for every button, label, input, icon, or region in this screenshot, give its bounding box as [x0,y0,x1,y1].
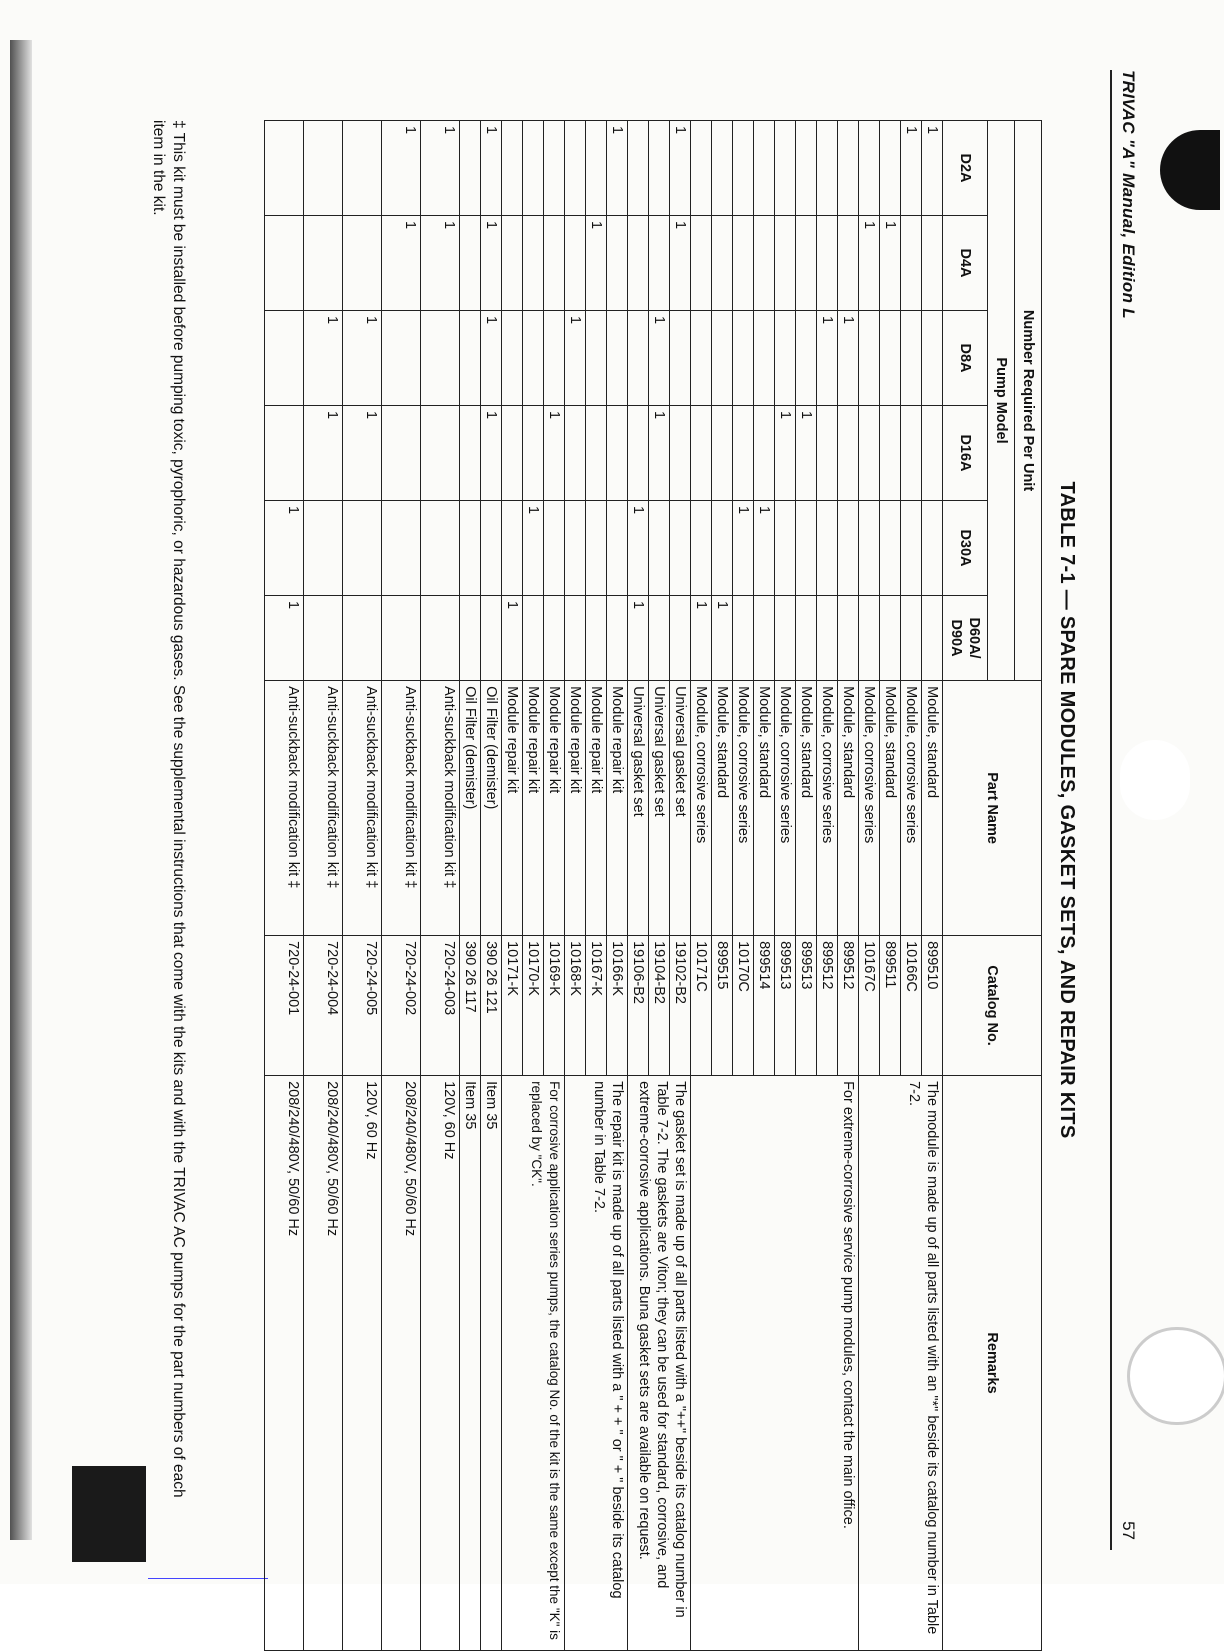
catalog-no-cell: 10166-K [607,936,628,1076]
quantity-cell [817,596,838,681]
catalog-no-header: Catalog No. [943,936,1042,1076]
quantity-cell: 1 [775,406,796,501]
quantity-cell: 1 [754,501,775,596]
quantity-cell: 1 [481,216,502,311]
quantity-cell [607,406,628,501]
catalog-no-cell: 10167C [859,936,880,1076]
divider [148,1578,268,1579]
quantity-cell [712,501,733,596]
catalog-no-cell: 10166C [901,936,922,1076]
quantity-cell [712,121,733,216]
quantity-cell: 1 [481,406,502,501]
part-name-cell: Module repair kit [544,681,565,936]
number-required-header: Number Required Per Unit [1015,121,1042,681]
quantity-cell: 1 [265,501,304,596]
quantity-cell [523,121,544,216]
part-name-cell: Module repair kit [502,681,523,936]
footnote: ‡ This kit must be installed before pumping toxic, pyrophoric, or hazardous gases. See the supplemental instructions that come with the kits and with the TRIVAC AC pumps for the part numbers of each item in the kit. [150,120,187,1498]
quantity-cell [460,501,481,596]
catalog-no-cell: 899513 [775,936,796,1076]
table-row [922,121,943,1651]
part-name-cell: Anti-suckback modification kit ‡ [265,681,304,936]
scan-binding-shadow [10,40,32,1540]
part-name-cell: Module repair kit [586,681,607,936]
remarks-cell: The module is made up of all parts listed with an "*" beside its catalog number in Table 7-2. [859,1076,943,1651]
quantity-cell [649,216,670,311]
remarks-cell: Item 35 [481,1076,502,1651]
punch-hole [1130,1330,1224,1422]
remarks-cell: The gasket set is made up of all parts listed with a "++" beside its catalog number in Table 7-2. The gaskets are Viton; they can be used for standard, corrosive, and extreme-corrosive applications. Buna gasket sets are available on request. [628,1076,691,1651]
quantity-cell: 1 [712,596,733,681]
quantity-cell [481,596,502,681]
quantity-cell [304,501,343,596]
quantity-cell [565,216,586,311]
quantity-cell [481,501,502,596]
quantity-cell [733,311,754,406]
table-row [481,121,502,1651]
quantity-cell [523,311,544,406]
quantity-cell [544,121,565,216]
model-header: D60A/ D90A [943,596,988,681]
remarks-cell: 208/240/480V, 50/60 Hz [265,1076,304,1651]
part-name-cell: Module, corrosive series [859,681,880,936]
quantity-cell [382,311,421,406]
quantity-cell [421,406,460,501]
quantity-cell [691,406,712,501]
catalog-no-cell: 19102-B2 [670,936,691,1076]
quantity-cell [775,501,796,596]
catalog-no-cell: 10169-K [544,936,565,1076]
part-name-cell: Module repair kit [523,681,544,936]
part-name-cell: Module, corrosive series [901,681,922,936]
quantity-cell [544,311,565,406]
quantity-cell [523,596,544,681]
quantity-cell [265,216,304,311]
catalog-no-cell: 899512 [838,936,859,1076]
catalog-no-cell: 10167-K [586,936,607,1076]
quantity-cell [343,596,382,681]
quantity-cell [628,311,649,406]
running-header: TRIVAC "A" Manual, Edition L [1119,70,1138,319]
quantity-cell [901,596,922,681]
part-name-cell: Module, corrosive series [775,681,796,936]
quantity-cell [265,121,304,216]
part-name-cell: Universal gasket set [628,681,649,936]
quantity-cell [502,121,523,216]
quantity-cell [880,501,901,596]
quantity-cell [460,216,481,311]
part-name-cell: Module repair kit [565,681,586,936]
quantity-cell [859,596,880,681]
catalog-no-cell: 10171-K [502,936,523,1076]
page-number: 57 [1119,1521,1138,1540]
quantity-cell [382,501,421,596]
table-row [343,121,382,1651]
quantity-cell: 1 [481,121,502,216]
part-name-cell: Oil Filter (demister) [460,681,481,936]
quantity-cell: 1 [586,216,607,311]
quantity-cell: 1 [838,311,859,406]
spare-parts-table [264,120,1042,1651]
quantity-cell: 1 [502,596,523,681]
quantity-cell [502,406,523,501]
catalog-no-cell: 390 26 117 [460,936,481,1076]
pump-model-header: Pump Model [988,121,1015,681]
remarks-header: Remarks [943,1076,1042,1651]
quantity-cell [922,406,943,501]
quantity-cell [754,596,775,681]
quantity-cell [901,216,922,311]
quantity-cell: 1 [628,596,649,681]
quantity-cell: 1 [691,596,712,681]
table-row [460,121,481,1651]
quantity-cell [460,121,481,216]
quantity-cell [796,216,817,311]
part-name-cell: Anti-suckback modification kit ‡ [421,681,460,936]
quantity-cell [817,406,838,501]
catalog-no-cell: 720-24-001 [265,936,304,1076]
quantity-cell [628,121,649,216]
quantity-cell [901,311,922,406]
model-header: D2A [943,121,988,216]
quantity-cell [565,121,586,216]
quantity-cell [901,406,922,501]
table-row [382,121,421,1651]
quantity-cell [691,121,712,216]
quantity-cell [421,311,460,406]
quantity-cell [565,406,586,501]
quantity-cell: 1 [382,216,421,311]
quantity-cell [796,596,817,681]
quantity-cell: 1 [649,406,670,501]
quantity-cell [733,596,754,681]
quantity-cell [460,406,481,501]
quantity-cell [421,501,460,596]
quantity-cell [796,501,817,596]
quantity-cell [544,216,565,311]
quantity-cell [775,311,796,406]
quantity-cell [382,406,421,501]
catalog-no-cell: 19106-B2 [628,936,649,1076]
catalog-no-cell: 10170C [733,936,754,1076]
quantity-cell [649,501,670,596]
quantity-cell: 1 [670,121,691,216]
quantity-cell [817,501,838,596]
quantity-cell [544,596,565,681]
quantity-cell [754,406,775,501]
quantity-cell [712,406,733,501]
part-name-cell: Module, corrosive series [817,681,838,936]
catalog-no-cell: 899510 [922,936,943,1076]
quantity-cell: 1 [901,121,922,216]
quantity-cell [304,216,343,311]
quantity-cell [691,311,712,406]
table-row [265,121,304,1651]
catalog-no-cell: 899515 [712,936,733,1076]
quantity-cell [775,216,796,311]
quantity-cell [775,596,796,681]
quantity-cell [460,311,481,406]
model-header: D30A [943,501,988,596]
table-row [838,121,859,1651]
quantity-cell [670,501,691,596]
catalog-no-cell: 899514 [754,936,775,1076]
quantity-cell: 1 [628,501,649,596]
catalog-no-cell: 720-24-002 [382,936,421,1076]
quantity-cell [649,596,670,681]
remarks-cell: For extreme-corrosive service pump modules, contact the main office. [691,1076,859,1651]
quantity-cell [859,121,880,216]
quantity-cell: 1 [796,406,817,501]
quantity-cell [880,121,901,216]
part-name-header: Part Name [943,681,1042,936]
quantity-cell [649,121,670,216]
punch-hole [1120,740,1190,820]
quantity-cell [922,216,943,311]
part-name-cell: Universal gasket set [649,681,670,936]
rotated-content [120,70,1138,1640]
quantity-cell [712,216,733,311]
quantity-cell: 1 [304,406,343,501]
catalog-no-cell: 899512 [817,936,838,1076]
catalog-no-cell: 19104-B2 [649,936,670,1076]
quantity-cell: 1 [733,501,754,596]
quantity-cell [838,216,859,311]
quantity-cell: 1 [649,311,670,406]
part-name-cell: Module, standard [922,681,943,936]
quantity-cell: 1 [304,311,343,406]
catalog-no-cell: 390 26 121 [481,936,502,1076]
catalog-no-cell: 10170-K [523,936,544,1076]
header-rule [1110,70,1112,1550]
quantity-cell [460,596,481,681]
part-name-cell: Module, standard [712,681,733,936]
quantity-cell: 1 [607,121,628,216]
remarks-cell: 120V, 60 Hz [343,1076,382,1651]
quantity-cell [838,121,859,216]
quantity-cell [733,406,754,501]
quantity-cell: 1 [859,216,880,311]
quantity-cell [565,501,586,596]
quantity-cell [523,216,544,311]
model-header: D8A [943,311,988,406]
quantity-cell [502,216,523,311]
quantity-cell [838,596,859,681]
quantity-cell [304,596,343,681]
quantity-cell [796,311,817,406]
quantity-cell [607,311,628,406]
quantity-cell [922,596,943,681]
quantity-cell [265,406,304,501]
remarks-cell: 208/240/480V, 50/60 Hz [304,1076,343,1651]
quantity-cell [586,596,607,681]
part-name-cell: Anti-suckback modification kit ‡ [382,681,421,936]
quantity-cell: 1 [817,311,838,406]
table-row [607,121,628,1651]
catalog-no-cell: 10171C [691,936,712,1076]
quantity-cell [691,501,712,596]
quantity-cell [922,501,943,596]
quantity-cell [796,121,817,216]
punch-hole [1160,130,1220,210]
part-name-cell: Anti-suckback modification kit ‡ [304,681,343,936]
quantity-cell: 1 [544,406,565,501]
quantity-cell [607,596,628,681]
quantity-cell: 1 [565,311,586,406]
quantity-cell: 1 [343,311,382,406]
catalog-no-cell: 720-24-003 [421,936,460,1076]
part-name-cell: Anti-suckback modification kit ‡ [343,681,382,936]
quantity-cell: 1 [382,121,421,216]
quantity-cell [265,311,304,406]
quantity-cell: 1 [421,121,460,216]
quantity-cell [565,596,586,681]
quantity-cell [343,216,382,311]
quantity-cell [628,216,649,311]
quantity-cell: 1 [880,216,901,311]
catalog-no-cell: 899513 [796,936,817,1076]
part-name-cell: Module repair kit [607,681,628,936]
catalog-no-cell: 899511 [880,936,901,1076]
remarks-cell: 208/240/480V, 50/60 Hz [382,1076,421,1651]
quantity-cell [343,121,382,216]
remarks-cell: 120V, 60 Hz [421,1076,460,1651]
quantity-cell: 1 [523,501,544,596]
quantity-cell [838,501,859,596]
remarks-cell: Item 35 [460,1076,481,1651]
quantity-cell [859,311,880,406]
quantity-cell [523,406,544,501]
part-name-cell: Oil Filter (demister) [481,681,502,936]
quantity-cell [628,406,649,501]
quantity-cell: 1 [421,216,460,311]
quantity-cell [670,596,691,681]
part-name-cell: Module, standard [838,681,859,936]
part-name-cell: Module, standard [754,681,775,936]
quantity-cell: 1 [922,121,943,216]
quantity-cell [817,121,838,216]
quantity-cell [607,216,628,311]
quantity-cell [838,406,859,501]
part-name-cell: Module, corrosive series [733,681,754,936]
quantity-cell [691,216,712,311]
quantity-cell [754,311,775,406]
quantity-cell [502,501,523,596]
quantity-cell [880,406,901,501]
quantity-cell [607,501,628,596]
quantity-cell [544,501,565,596]
quantity-cell [421,596,460,681]
quantity-cell [880,596,901,681]
table-title: TABLE 7-1 — SPARE MODULES, GASKET SETS, AND REPAIR KITS [1056,481,1078,1139]
quantity-cell [901,501,922,596]
table-row [304,121,343,1651]
quantity-cell [712,311,733,406]
quantity-cell [754,216,775,311]
remarks-cell: The repair kit is made up of all parts listed with a " + + " or " + " beside its catalog number in Table 7-2. [565,1076,628,1651]
quantity-cell: 1 [265,596,304,681]
quantity-cell [382,596,421,681]
quantity-cell: 1 [343,406,382,501]
quantity-cell: 1 [670,216,691,311]
quantity-cell [922,311,943,406]
part-name-cell: Universal gasket set [670,681,691,936]
quantity-cell [670,406,691,501]
catalog-no-cell: 720-24-004 [304,936,343,1076]
quantity-cell [733,216,754,311]
quantity-cell [304,121,343,216]
table-row [421,121,460,1651]
table-row [670,121,691,1651]
quantity-cell: 1 [481,311,502,406]
remarks-cell: For corrosive application series pumps, the catalog No. of the kit is the same except the "K" is replaced by "CK". [502,1076,565,1651]
part-name-cell: Module, standard [880,681,901,936]
catalog-no-cell: 10168-K [565,936,586,1076]
quantity-cell [880,311,901,406]
quantity-cell [343,501,382,596]
quantity-cell [775,121,796,216]
quantity-cell [817,216,838,311]
quantity-cell [502,311,523,406]
table-body [265,121,943,1651]
quantity-cell [670,311,691,406]
quantity-cell [586,501,607,596]
quantity-cell [586,406,607,501]
model-header: D16A [943,406,988,501]
part-name-cell: Module, corrosive series [691,681,712,936]
quantity-cell [733,121,754,216]
quantity-cell [586,121,607,216]
part-name-cell: Module, standard [796,681,817,936]
catalog-no-cell: 720-24-005 [343,936,382,1076]
table-row [544,121,565,1651]
quantity-cell [754,121,775,216]
quantity-cell [859,406,880,501]
model-header: D4A [943,216,988,311]
quantity-cell [586,311,607,406]
quantity-cell [859,501,880,596]
